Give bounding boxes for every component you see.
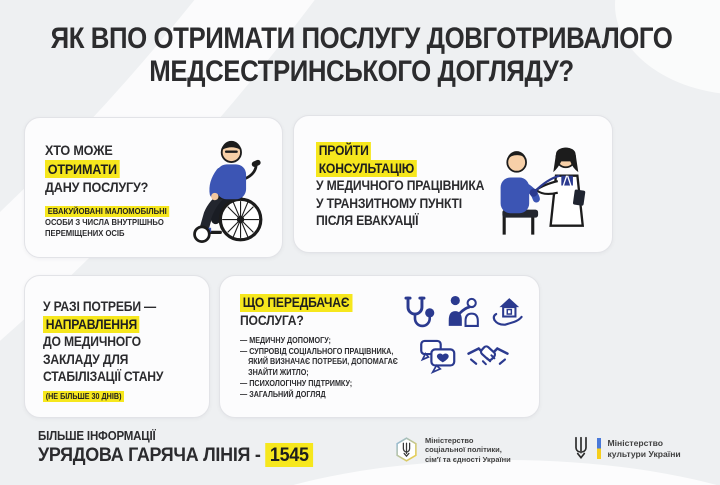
flag-bar bbox=[597, 438, 601, 459]
card-service-includes bbox=[219, 275, 540, 418]
referral-note-highlight: (НЕ БІЛЬШЕ 30 ДНІВ) bbox=[43, 391, 124, 402]
social-worker-icon bbox=[443, 292, 482, 332]
who-sub-1-highlight: ЕВАКУЙОВАНІ МАЛОМОБІЛЬНІ bbox=[45, 206, 169, 217]
card-referral bbox=[24, 275, 210, 418]
referral-line-3: ДО МЕДИЧНОГО bbox=[43, 334, 141, 349]
card-who-can-receive bbox=[24, 117, 283, 258]
hotline bbox=[38, 443, 313, 467]
wheelchair-person-illustration bbox=[178, 133, 270, 249]
stethoscope-icon bbox=[399, 292, 438, 332]
doctor-examining-patient-illustration bbox=[480, 140, 598, 240]
service-item: — ПСИХОЛОГІЧНУ ПІДТРИМКУ; bbox=[240, 378, 353, 388]
page-title bbox=[0, 22, 720, 88]
service-line-1-highlight: ЩО ПЕРЕДБАЧАЄ bbox=[240, 294, 352, 312]
service-line-2: ПОСЛУГА? bbox=[240, 312, 304, 328]
who-sub-3: ПЕРЕМІЩЕНИХ ОСІБ bbox=[45, 227, 125, 238]
ministry-culture-name: Міністерство культури України bbox=[607, 437, 681, 459]
ministry-social-logo bbox=[395, 436, 511, 464]
consult-line-1-highlight: ПРОЙТИ bbox=[316, 142, 371, 160]
card-consultation bbox=[293, 115, 613, 253]
referral-line-2-highlight: НАПРАВЛЕННЯ bbox=[43, 316, 140, 334]
hotline-label: УРЯДОВА ГАРЯЧА ЛІНІЯ - bbox=[38, 444, 266, 466]
trident-hexagon-icon bbox=[395, 437, 418, 462]
service-icons bbox=[399, 292, 527, 378]
service-items-list bbox=[240, 336, 407, 400]
title-line-1: ЯК ВПО ОТРИМАТИ ПОСЛУГУ ДОВГОТРИВАЛОГО bbox=[50, 22, 673, 55]
service-item: — СУПРОВІД СОЦІАЛЬНОГО ПРАЦІВНИКА, ЯКИЙ ВИЗНАЧАЄ ПОТРЕБИ, ДОПОМАГАЄ ЗНАЙТИ ЖИТЛО; bbox=[240, 347, 398, 377]
more-info-label: БІЛЬШЕ ІНФОРМАЦІЇ bbox=[38, 429, 156, 443]
support-chat-icon bbox=[417, 336, 461, 378]
trident-icon bbox=[571, 436, 591, 461]
who-line-2-highlight: ОТРИМАТИ bbox=[45, 160, 120, 179]
referral-line-1: У РАЗІ ПОТРЕБИ — bbox=[43, 299, 157, 314]
handshake-icon bbox=[466, 336, 510, 378]
referral-line-5: СТАБІЛІЗАЦІЇ СТАНУ bbox=[43, 369, 164, 384]
hotline-number: 1545 bbox=[265, 443, 313, 467]
consult-line-5: ПІСЛЯ ЕВАКУАЦІЇ bbox=[316, 213, 419, 228]
housing-support-icon bbox=[488, 292, 527, 332]
referral-line-4: ЗАКЛАДУ ДЛЯ bbox=[43, 351, 129, 367]
who-line-3: ДАНУ ПОСЛУГУ? bbox=[45, 179, 149, 195]
ministry-culture-logo bbox=[571, 436, 681, 461]
consult-line-4: У ТРАНЗИТНОМУ ПУНКТІ bbox=[316, 195, 462, 211]
who-sub-2: ОСОБИ З ЧИСЛА ВНУТРІШНЬО bbox=[45, 216, 164, 227]
who-line-1: ХТО МОЖЕ bbox=[45, 142, 113, 158]
consult-line-3: У МЕДИЧНОГО ПРАЦІВНИКА bbox=[316, 178, 485, 193]
service-item: — МЕДИЧНУ ДОПОМОГУ; bbox=[240, 336, 331, 345]
consult-line-2-highlight: КОНСУЛЬТАЦІЮ bbox=[316, 160, 417, 178]
ministry-social-name: Міністерство соціальної політики, сім'ї та єдності України bbox=[425, 436, 511, 464]
title-line-2: МЕДСЕСТРИНСЬКОГО ДОГЛЯДУ? bbox=[149, 55, 574, 88]
service-item: — ЗАГАЛЬНИЙ ДОГЛЯД bbox=[240, 390, 326, 400]
